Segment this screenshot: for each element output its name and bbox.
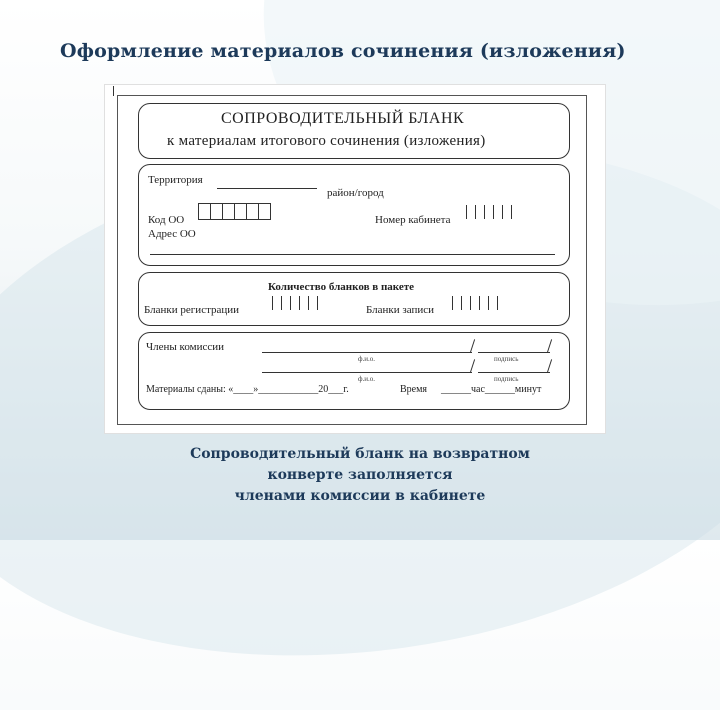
territory-line <box>217 188 317 189</box>
time-fields: ______час______минут <box>441 384 542 395</box>
scan-mark <box>113 86 114 96</box>
school-address-label: Адрес ОО <box>148 228 196 240</box>
signature-line-1 <box>478 352 550 353</box>
fio-caption-1: ф.и.о. <box>358 355 376 363</box>
answer-count-cells <box>452 296 498 310</box>
form-subheading: к материалам итогового сочинения (изложения) <box>167 133 486 149</box>
district-label: район/город <box>327 187 384 199</box>
caption-line-2: конверте заполняется <box>267 467 453 483</box>
room-number-label: Номер кабинета <box>375 214 451 226</box>
time-label: Время <box>400 384 428 395</box>
territory-label: Территория <box>148 174 203 186</box>
school-code-cells <box>198 203 270 220</box>
registration-count-cells <box>272 296 318 310</box>
form-heading: СОПРОВОДИТЕЛЬНЫЙ БЛАНК <box>221 110 465 127</box>
count-heading: Количество бланков в пакете <box>268 281 415 293</box>
school-code-label: Код ОО <box>148 214 185 226</box>
caption-line-1: Сопроводительный бланк на возвратном <box>190 446 530 462</box>
commission-line-1 <box>262 352 472 353</box>
fio-caption-2: ф.и.о. <box>358 375 376 383</box>
commission-line-2 <box>262 372 472 373</box>
answer-forms-label: Бланки записи <box>366 304 435 316</box>
materials-handed-label: Материалы сданы: «____»____________20___г. <box>146 384 349 395</box>
slide-title: Оформление материалов сочинения (изложения) <box>60 40 626 62</box>
commission-members-label: Члены комиссии <box>146 341 225 353</box>
registration-forms-label: Бланки регистрации <box>144 304 240 316</box>
caption-line-3: членами комиссии в кабинете <box>234 488 486 504</box>
signature-caption-2: подпись <box>494 375 519 383</box>
room-number-cells <box>466 205 512 219</box>
signature-line-2 <box>478 372 550 373</box>
address-line <box>150 254 555 255</box>
slide-caption <box>150 444 570 507</box>
signature-caption-1: подпись <box>494 355 519 363</box>
